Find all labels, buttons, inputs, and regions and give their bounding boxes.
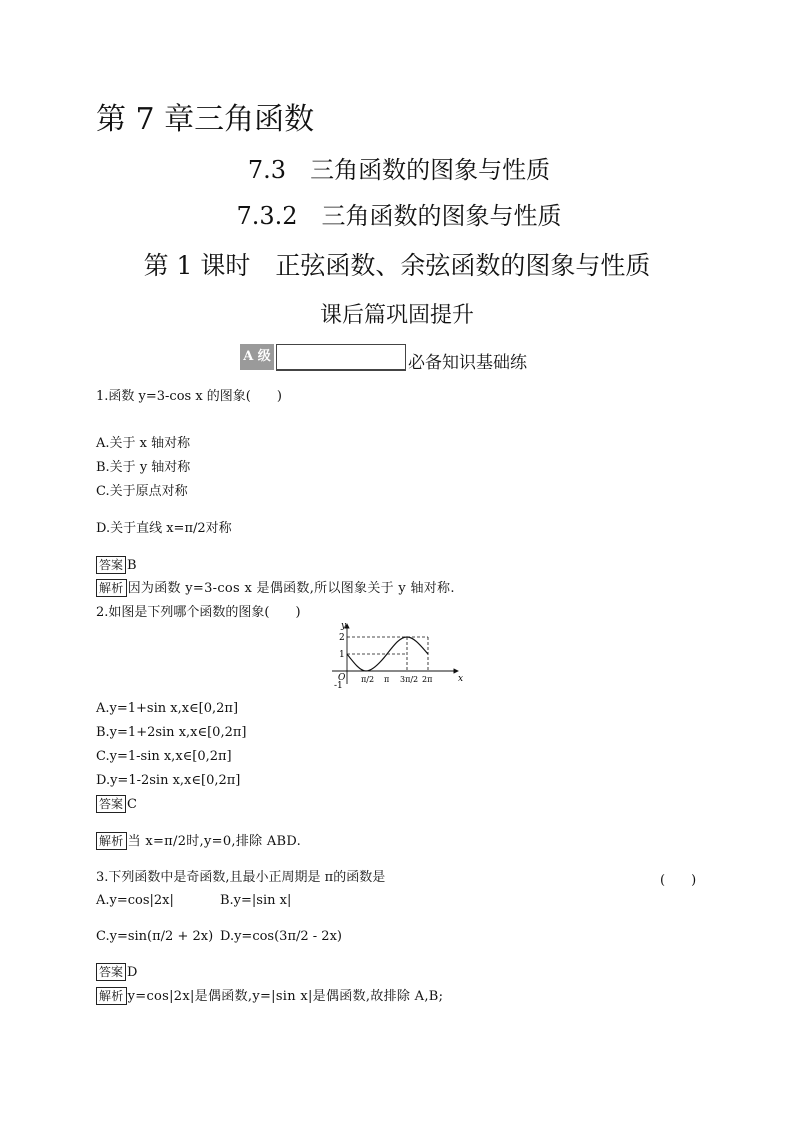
- q2-stem: 2.如图是下列哪个函数的图象( ): [96, 605, 301, 620]
- answer-tag: 答案: [96, 795, 126, 813]
- q1-stem: 1.函数 y=3-cos x 的图象( ): [96, 389, 282, 404]
- q1-analysis: [96, 579, 455, 598]
- y-tick-2: 2: [339, 633, 345, 643]
- analysis-tag: 解析: [96, 579, 127, 597]
- q3-stem: 3.下列函数中是奇函数,且最小正周期是 π的函数是: [96, 870, 386, 885]
- q2-option-a: A.y=1+sin x,x∈[0,2π]: [96, 701, 239, 716]
- answer-tag: 答案: [96, 556, 126, 574]
- level-box: [276, 344, 406, 371]
- q2-answer: [96, 795, 137, 814]
- chapter-title: 第 7 章三角函数: [96, 102, 315, 137]
- level-label: 必备知识基础练: [408, 353, 527, 373]
- answer-tag: 答案: [96, 963, 126, 981]
- q2-option-b: B.y=1+2sin x,x∈[0,2π]: [96, 725, 247, 740]
- q3-paren: ( ): [660, 873, 697, 888]
- q1-option-c: C.关于原点对称: [96, 484, 188, 499]
- q3-answer: [96, 963, 137, 982]
- level-badge: A 级: [240, 344, 274, 370]
- q2-option-c: C.y=1-sin x,x∈[0,2π]: [96, 749, 232, 764]
- q2-analysis: [96, 832, 301, 851]
- q3-option-d: D.y=cos(3π/2 - 2x): [220, 929, 342, 944]
- x-tick-pi2: π/2: [361, 675, 375, 684]
- lesson-title: 第 1 课时 正弦函数、余弦函数的图象与性质: [143, 251, 651, 280]
- q1-option-d: D.关于直线 x=π/2对称: [96, 521, 232, 536]
- q2-analysis-text: 当 x=π/2时,y=0,排除 ABD.: [127, 834, 302, 849]
- subsection-title: 7.3.2 三角函数的图象与性质: [236, 202, 562, 230]
- x-tick-3pi2: 3π/2: [400, 675, 419, 684]
- x-tick-pi: π: [384, 675, 390, 684]
- origin-label: O: [338, 673, 346, 683]
- q3-option-b: B.y=|sin x|: [220, 893, 292, 908]
- q3-option-a: A.y=cos|2x|: [96, 893, 174, 908]
- q1-option-a: A.关于 x 轴对称: [96, 436, 191, 451]
- q1-analysis-text: 因为函数 y=3-cos x 是偶函数,所以图象关于 y 轴对称.: [127, 581, 455, 596]
- q2-answer-value: C: [127, 797, 137, 812]
- x-axis-label: x: [458, 674, 464, 684]
- analysis-tag: 解析: [96, 832, 127, 850]
- q3-analysis: [96, 987, 443, 1006]
- section-title: 7.3 三角函数的图象与性质: [247, 156, 551, 184]
- q2-option-d: D.y=1-2sin x,x∈[0,2π]: [96, 773, 241, 788]
- q3-option-c: C.y=sin(π/2 + 2x): [96, 929, 214, 944]
- page-subtitle: 课后篇巩固提升: [319, 303, 474, 328]
- analysis-tag: 解析: [96, 987, 127, 1005]
- x-tick-2pi: 2π: [422, 675, 433, 684]
- q1-answer-value: B: [127, 558, 137, 573]
- y-axis-label: y: [341, 621, 347, 631]
- q3-analysis-text: y=cos|2x|是偶函数,y=|sin x|是偶函数,故排除 A,B;: [127, 989, 444, 1004]
- y-tick-1: 1: [339, 650, 345, 660]
- q3-answer-value: D: [127, 965, 138, 980]
- y-tick-neg1: -1: [334, 681, 343, 691]
- q1-answer: [96, 556, 137, 575]
- q2-graph-figure: [330, 620, 470, 692]
- q1-option-b: B.关于 y 轴对称: [96, 460, 191, 475]
